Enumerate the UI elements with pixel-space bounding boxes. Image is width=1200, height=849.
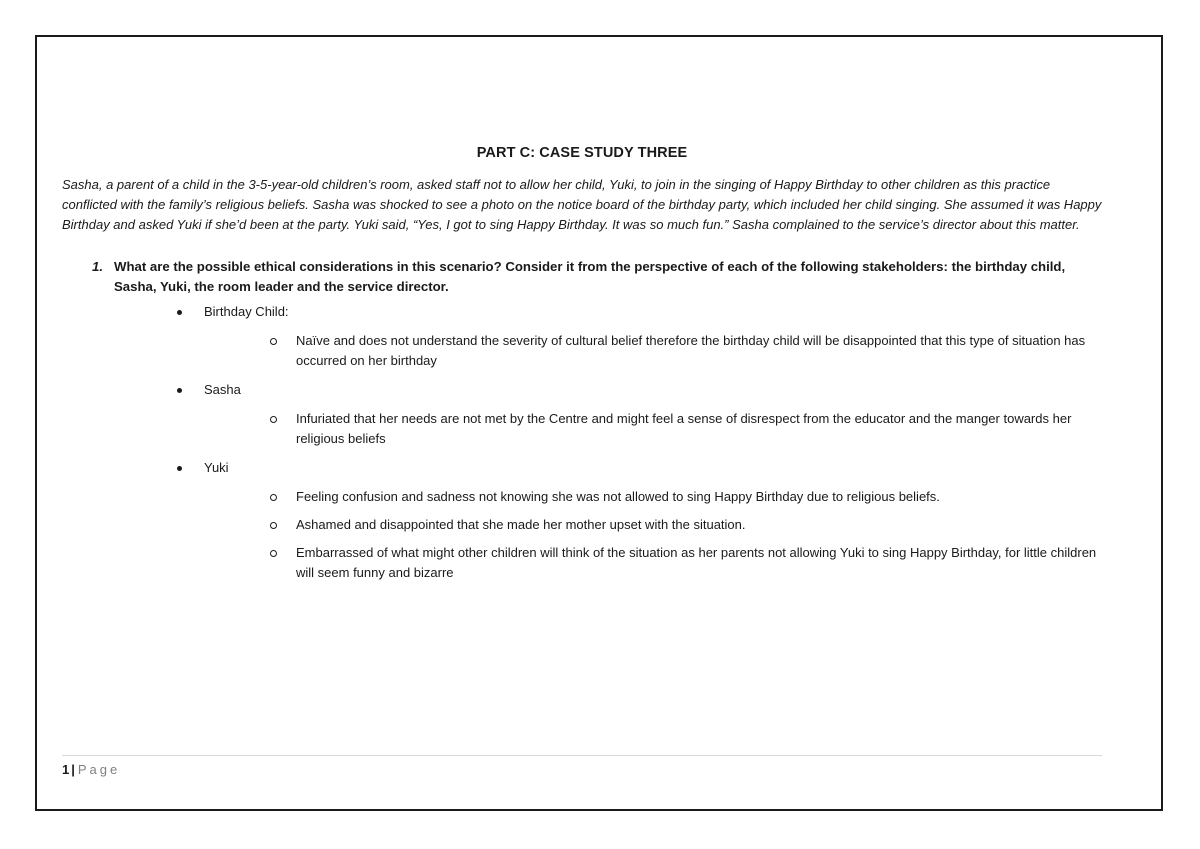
stakeholder-point-text: Ashamed and disappointed that she made her mother upset with the situation. <box>296 517 746 532</box>
bullet-dot-icon <box>177 388 182 393</box>
stakeholder-yuki <box>62 458 1102 478</box>
stakeholder-point-text: Embarrassed of what might other children will think of the situation as her parents not allowing Yuki to sing Happy Birthday, for little children will seem funny and bizarre <box>296 545 1097 580</box>
hollow-bullet-icon <box>270 416 277 423</box>
stakeholder-point-text: Naïve and does not understand the severity of cultural belief therefore the birthday child will be disappointed that this type of situation has occurred on her birthday <box>296 333 1086 368</box>
stakeholder-birthday-child <box>62 302 1102 322</box>
stakeholder-sasha <box>62 380 1102 400</box>
case-study-title: PART C: CASE STUDY THREE <box>476 145 688 161</box>
stakeholder-name: Birthday Child: <box>204 304 289 319</box>
page-footer <box>62 762 120 778</box>
question-text: What are the possible ethical considerations in this scenario? Consider it from the perspective of each of the following stakeholders: the birthday child, Sasha, Yuki, the room leader and the service director. <box>114 259 1066 294</box>
hollow-bullet-icon <box>270 522 277 529</box>
page-label: Page <box>77 762 121 777</box>
stakeholder-point <box>62 331 1102 371</box>
document-content <box>62 145 1102 583</box>
stakeholder-point-text: Infuriated that her needs are not met by the Centre and might feel a sense of disrespect from the educator and the manger towards her religious beliefs <box>296 411 1072 446</box>
hollow-bullet-icon <box>270 338 277 345</box>
bullet-dot-icon <box>177 466 182 471</box>
footer-separator: | <box>71 762 75 777</box>
stakeholder-name: Sasha <box>204 382 241 397</box>
stakeholder-point <box>62 487 1102 507</box>
stakeholder-name: Yuki <box>204 460 229 475</box>
hollow-bullet-icon <box>270 494 277 501</box>
bullet-dot-icon <box>177 310 182 315</box>
stakeholder-point <box>62 409 1102 449</box>
footer-divider <box>62 755 1102 756</box>
page-number: 1 <box>62 762 70 777</box>
stakeholder-point <box>62 543 1102 583</box>
stakeholder-point <box>62 515 1102 535</box>
case-study-intro: Sasha, a parent of a child in the 3-5-year-old children’s room, asked staff not to allow her child, Yuki, to join in the singing of Happy Birthday to other children as this practice conflicted with the family’s religious beliefs. Sasha was shocked to see a photo on the notice board of the birthday party, which included her child singing. She assumed it was Happy Birthday and asked Yuki if she’d been at the party. Yuki said, “Yes, I got to sing Happy Birthday. It was so much fun.” Sasha complained to the service’s director about this matter. <box>62 177 1102 232</box>
hollow-bullet-icon <box>270 550 277 557</box>
question-number: 1. <box>92 259 103 274</box>
stakeholder-point-text: Feeling confusion and sadness not knowing she was not allowed to sing Happy Birthday due to religious beliefs. <box>296 489 940 504</box>
question-1 <box>62 257 1102 297</box>
